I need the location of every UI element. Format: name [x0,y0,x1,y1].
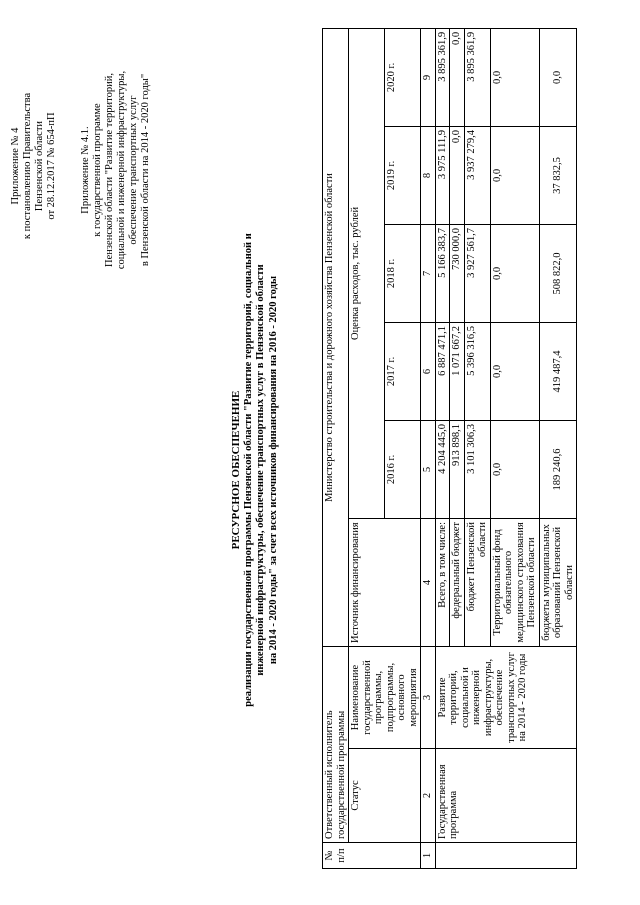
value-cell: 0,0 [490,28,539,126]
row-no [435,843,577,869]
value-cell: 0,0 [450,28,465,126]
table-row [435,28,450,868]
header-year-2020: 2020 г. [385,28,421,126]
approval-block [10,51,58,281]
source-label: бюджеты муниципальных образований Пензенской области [539,518,577,646]
value-cell: 5 396 316,5 [464,322,490,420]
program-appendix-block [80,35,152,305]
value-cell: 913 898,1 [450,420,465,518]
header-name: Наименование государственной программы, подпрограммы, основного мероприятия [349,646,421,748]
approval-line-3: Пензенской области [34,120,45,212]
header-year-2019: 2019 г. [385,126,421,224]
column-number: 5 [421,420,436,518]
column-number: 3 [421,646,436,748]
header-year-2018: 2018 г. [385,224,421,322]
source-label: бюджет Пензенской области [464,518,490,646]
source-label: Всего, в том числе: [435,518,450,646]
heading-line-1: реализации государственной программы Пензенской области "Развитие территорий, социальной и [242,233,254,707]
value-cell: 0,0 [490,322,539,420]
value-cell: 0,0 [539,28,577,126]
value-cell: 0,0 [450,126,465,224]
column-number: 6 [421,322,436,420]
value-cell: 3 895 361,9 [435,28,450,126]
value-cell: 3 937 279,4 [464,126,490,224]
column-number: 7 [421,224,436,322]
column-number-row [421,28,436,868]
header-no: № п/п [323,843,421,869]
header-status: Статус [349,749,421,843]
header-estimate: Оценка расходов, тыс. рублей [349,28,385,518]
resource-table [322,28,577,869]
header-ministry: Министерство строительства и дорожного хозяйства Пензенской области [323,28,349,646]
source-label: Территориальный фонд обязательного медицинского страхования Пензенской области [490,518,539,646]
appendix-line-2: к государственной программе [92,103,103,237]
header-row-columns [349,28,385,868]
value-cell: 3 927 561,7 [464,224,490,322]
value-cell: 0,0 [490,224,539,322]
header-row-executor [323,28,349,868]
value-cell: 419 487,4 [539,322,577,420]
approval-line-1: Приложение № 4 [10,127,21,205]
value-cell: 508 822,0 [539,224,577,322]
value-cell: 4 204 445,0 [435,420,450,518]
value-cell: 0,0 [490,126,539,224]
approval-line-4: от 28.12.2017 № 654-пП [46,112,57,220]
header-year-2016: 2016 г. [385,420,421,518]
value-cell: 730 000,0 [450,224,465,322]
value-cell: 189 240,6 [539,420,577,518]
heading-line-3: на 2014 - 2020 годы" за счет всех источников финансирования на 2016 - 2020 годы [267,275,279,665]
row-status: Государственная программа [435,749,577,843]
column-number: 4 [421,518,436,646]
heading-title: РЕСУРСНОЕ ОБЕСПЕЧЕНИЕ [230,390,242,550]
approval-line-2: к постановлению Правительства [22,92,33,240]
value-cell: 5 166 383,7 [435,224,450,322]
appendix-line-1: Приложение № 4.1. [80,126,91,214]
value-cell: 3 895 361,9 [464,28,490,126]
appendix-line-3: Пензенской области "Развитие территорий, [104,73,115,267]
appendix-line-6: в Пензенской области на 2014 - 2020 годы" [140,73,151,267]
value-cell: 6 887 471,1 [435,322,450,420]
value-cell: 1 071 667,2 [450,322,465,420]
column-number: 1 [421,843,436,869]
value-cell: 3 101 306,3 [464,420,490,518]
header-source: Источник финансирования [349,518,421,646]
appendix-line-4: социальной и инженерной инфраструктуры, [116,70,127,270]
row-program-name: Развитие территорий, социальной и инженерной инфраструктуры, обеспечение транспортных услуг на 2014 - 2020 годы [435,646,577,748]
column-number: 8 [421,126,436,224]
document-heading [230,125,280,815]
appendix-line-5: обеспечение транспортных услуг [128,95,139,245]
column-number: 9 [421,28,436,126]
value-cell: 0,0 [490,420,539,518]
heading-line-2: инженерной инфраструктуры, обеспечение транспортных услуг в Пензенской области [255,264,266,676]
column-number: 2 [421,749,436,843]
header-year-2017: 2017 г. [385,322,421,420]
source-label: федеральный бюджет [450,518,465,646]
value-cell: 37 832,5 [539,126,577,224]
header-executor: Ответственный исполнитель государственной программы [323,646,349,842]
value-cell: 3 975 111,9 [435,126,450,224]
